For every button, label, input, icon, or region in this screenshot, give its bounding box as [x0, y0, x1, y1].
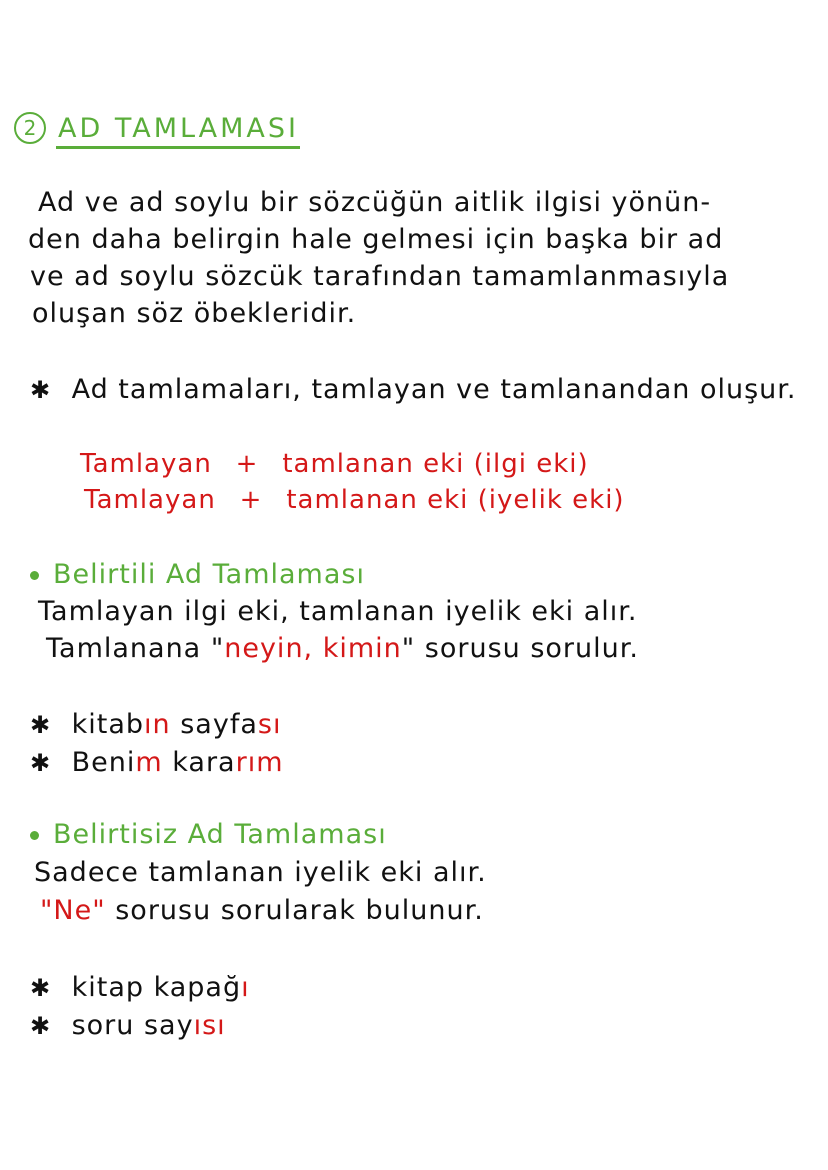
indefinite-rule-2: [40, 893, 484, 929]
definite-rule-2-prefix: Tamlanana ": [46, 633, 225, 664]
example-stem: soru say: [71, 1010, 194, 1041]
section-title: [14, 112, 299, 144]
definite-rule-1: Tamlayan ilgi eki, tamlanan iyelik eki alır.: [38, 596, 638, 627]
example-stem: sayfa: [170, 709, 258, 740]
definition-line-1: Ad ve ad soylu bir sözcüğün aitlik ilgisi yönün-: [38, 187, 712, 218]
formula-right: tamlanan eki (iyelik eki): [286, 485, 625, 515]
example-suffix: rım: [235, 747, 284, 778]
example-suffix: sı: [257, 709, 282, 740]
formula-row-1: [80, 446, 589, 482]
title-underline: [56, 146, 300, 149]
indefinite-rule-1: Sadece tamlanan iyelik eki alır.: [34, 857, 487, 888]
example-suffix: ın: [144, 709, 171, 740]
example-stem: kitap kapağ: [71, 972, 242, 1003]
indefinite-heading: Belirtisiz Ad Tamlaması: [53, 819, 387, 850]
example-suffix: m: [135, 747, 163, 778]
definite-rule-2-suffix: " sorusu sorulur.: [401, 633, 639, 664]
section-number: 2: [23, 116, 37, 140]
indefinite-rule-2-suffix: sorusu sorularak bulunur.: [105, 895, 484, 926]
definition-line-2: den daha belirgin hale gelmesi için başka bir ad: [28, 224, 724, 255]
indefinite-question: "Ne": [40, 895, 106, 926]
definite-question: neyin, kimin: [224, 633, 402, 664]
indefinite-example-1: [30, 970, 250, 1006]
definition-line-3: ve ad soylu sözcük tarafından tamamlanmasıyla: [30, 261, 730, 292]
definite-heading: Belirtili Ad Tamlaması: [53, 559, 365, 590]
formula-left: Tamlayan: [80, 449, 212, 479]
example-stem: kitab: [71, 709, 145, 740]
formula-right: tamlanan eki (ilgi eki): [282, 449, 589, 479]
green-bullet-icon: [30, 571, 39, 580]
section-heading: AD TAMLAMASI: [58, 112, 300, 144]
star-bullet-icon: ✱: [30, 1012, 52, 1040]
indefinite-heading-row: [30, 817, 387, 853]
star-bullet-icon: ✱: [30, 711, 52, 739]
star-bullet-icon: ✱: [30, 376, 52, 404]
example-stem: kara: [162, 747, 236, 778]
definite-example-1: [30, 707, 281, 743]
indefinite-example-2: [30, 1008, 226, 1044]
definite-example-2: [30, 745, 284, 781]
example-suffix: ı: [241, 972, 250, 1003]
example-stem: Beni: [71, 747, 136, 778]
structure-note-text: Ad tamlamaları, tamlayan ve tamlanandan oluşur.: [71, 374, 797, 405]
formula-left: Tamlayan: [84, 485, 216, 515]
formula-plus: +: [239, 485, 263, 515]
star-bullet-icon: ✱: [30, 974, 52, 1002]
definite-heading-row: [30, 557, 365, 593]
example-suffix: ısı: [193, 1010, 226, 1041]
definition-line-4: oluşan söz öbekleridir.: [32, 298, 357, 329]
formula-plus: +: [235, 449, 259, 479]
star-bullet-icon: ✱: [30, 749, 52, 777]
section-number-badge: [14, 112, 46, 144]
definite-rule-2: [46, 631, 639, 667]
formula-row-2: [84, 482, 625, 518]
structure-note: [30, 372, 796, 408]
green-bullet-icon: [30, 831, 39, 840]
